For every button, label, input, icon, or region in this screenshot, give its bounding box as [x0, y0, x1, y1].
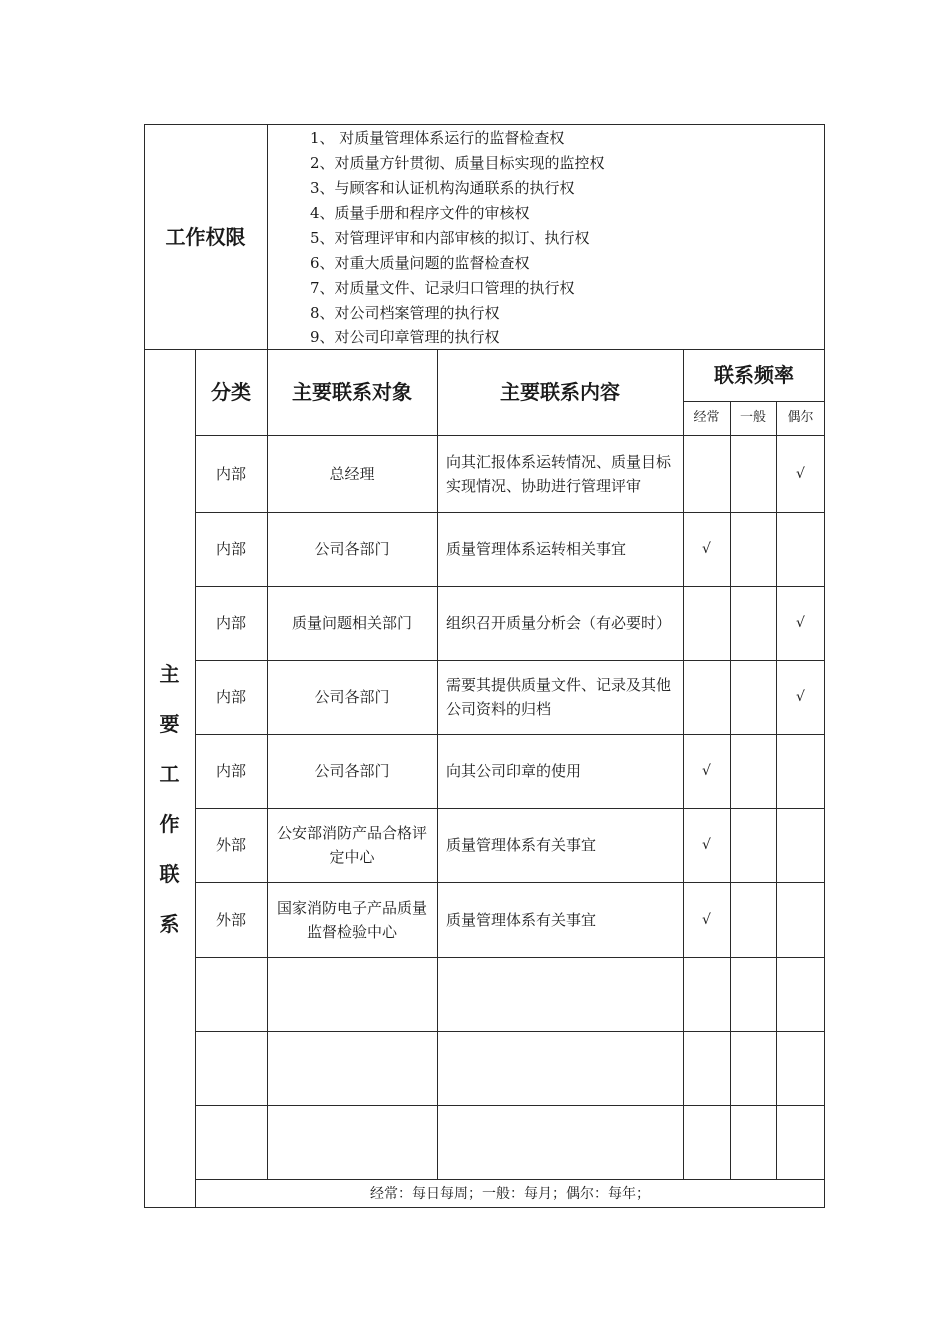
- header-freq-rare: 偶尔: [787, 410, 814, 425]
- row-category: 外部: [215, 910, 246, 929]
- row-object: 公安部消防产品合格评定中心: [276, 824, 427, 866]
- row-normal: [730, 512, 776, 586]
- job-description-table: [144, 124, 825, 1208]
- row-content: 质量管理体系有关事宜: [446, 910, 597, 929]
- header-object: 主要联系对象: [292, 380, 412, 404]
- row-object: 公司各部门: [314, 762, 390, 780]
- row-rare: [776, 808, 825, 882]
- row-rare: [776, 512, 825, 586]
- row-category: 内部: [215, 762, 246, 780]
- row-content: 需要其提供质量文件、记录及其他公司资料的归档: [446, 676, 672, 718]
- row-often: [683, 435, 730, 512]
- authority-item: 3、与顾客和认证机构沟通联系的执行权: [310, 179, 575, 197]
- row-rare: √: [796, 615, 805, 631]
- row-rare: [776, 882, 825, 957]
- row-object: 质量问题相关部门: [291, 614, 412, 632]
- row-often: √: [702, 763, 711, 779]
- row-object: 总经理: [329, 464, 375, 483]
- authority-item: 8、对公司档案管理的执行权: [310, 304, 500, 322]
- row-object: [267, 1031, 437, 1105]
- row-often: √: [702, 541, 711, 557]
- row-often: [683, 660, 730, 734]
- row-category: 内部: [215, 464, 246, 483]
- header-freq-normal: 一般: [739, 410, 766, 425]
- row-content: [437, 957, 683, 1031]
- row-category: 内部: [215, 614, 246, 632]
- row-object: [267, 957, 437, 1031]
- row-content: 质量管理体系有关事宜: [446, 836, 597, 854]
- authority-item: 9、对公司印章管理的执行权: [310, 328, 500, 346]
- row-object: 公司各部门: [314, 540, 390, 558]
- row-rare: √: [796, 689, 805, 705]
- row-content: [437, 1105, 683, 1179]
- row-object: 国家消防电子产品质量监督检验中心: [276, 898, 427, 941]
- row-normal: [730, 734, 776, 808]
- row-object: [267, 1105, 437, 1179]
- row-normal: [730, 882, 776, 957]
- row-content: 组织召开质量分析会（有必要时）: [446, 614, 672, 632]
- row-content: 向其汇报体系运转情况、质量目标实现情况、协助进行管理评审: [446, 452, 672, 495]
- row-category: [195, 1031, 267, 1105]
- row-normal: [730, 808, 776, 882]
- row-normal: [730, 660, 776, 734]
- row-normal: [730, 435, 776, 512]
- header-frequency: 联系频率: [714, 363, 794, 387]
- authority-item: 7、对质量文件、记录归口管理的执行权: [310, 279, 575, 297]
- header-freq-often: 经常: [693, 410, 720, 425]
- authority-label: 工作权限: [165, 224, 246, 249]
- authority-item: 2、对质量方针贯彻、质量目标实现的监控权: [310, 154, 605, 172]
- row-content: [437, 1031, 683, 1105]
- row-content: 质量管理体系运转相关事宜: [446, 540, 627, 558]
- row-category: 内部: [215, 540, 246, 558]
- row-object: 公司各部门: [314, 688, 390, 706]
- authority-item: 1、 对质量管理体系运行的监督检查权: [310, 129, 565, 147]
- authority-item: 5、对管理评审和内部审核的拟订、执行权: [310, 229, 590, 247]
- frequency-note: 经常：每日每周；一般：每月；偶尔：每年；: [370, 1185, 650, 1202]
- row-often: √: [702, 837, 711, 853]
- row-content: 向其公司印章的使用: [446, 762, 582, 780]
- row-rare: √: [796, 465, 805, 482]
- row-category: [195, 957, 267, 1031]
- header-content: 主要联系内容: [500, 380, 620, 404]
- row-normal: [730, 586, 776, 660]
- row-often: √: [702, 911, 711, 928]
- row-category: 外部: [215, 836, 246, 854]
- header-category: 分类: [211, 380, 251, 404]
- row-often: [683, 586, 730, 660]
- contacts-side-label: 主 要 工 作 联 系: [159, 661, 180, 936]
- row-category: [195, 1105, 267, 1179]
- authority-item: 4、质量手册和程序文件的审核权: [310, 204, 530, 222]
- row-rare: [776, 734, 825, 808]
- authority-item: 6、对重大质量问题的监督检查权: [310, 254, 530, 272]
- row-category: 内部: [215, 688, 246, 706]
